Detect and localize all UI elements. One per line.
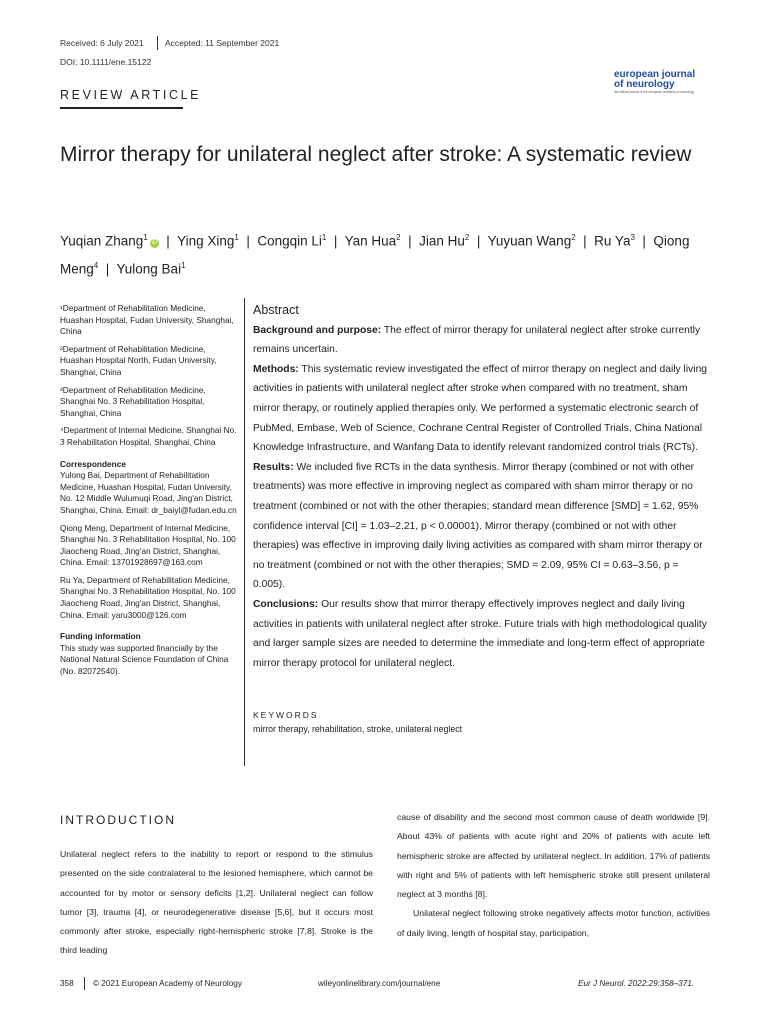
abstract-section: Methods: This systematic review investigated the effect of mirror therapy on neglect and daily living activities in patients with unilateral neglect after stroke when compared with no treatment, sham mirror therapy, or routinely applied therapies only. We performed a systematic electronic search of PubMed, Embase, Web of Science, Cochrane Central Register of Controlled Trials, China National Knowledge Infrastructure, and Wanfang Data to identify relevant randomized control trials (RCTs).: [253, 363, 708, 454]
article-type-rule: [60, 107, 183, 109]
affiliations: [60, 303, 240, 449]
author-name[interactable]: Yan Hua: [344, 233, 397, 249]
journal-url[interactable]: wileyonlinelibrary.com/journal/ene: [318, 979, 441, 988]
abstract-section: Conclusions: Our results show that mirror therapy effectively improves neglect and daily living activities in patients with unilateral neglect after stroke. Future trials with high methodological quality and larger sample sizes are needed to determine the immediate and long-term effect of appropriate mirror therapy protocol for unilateral neglect.: [253, 598, 707, 669]
author-name[interactable]: Ru Ya: [594, 233, 631, 249]
author-name[interactable]: Yuyuan Wang: [487, 233, 572, 249]
page-number: 358: [60, 979, 74, 988]
correspondence-entry: Yulong Bai, Department of Rehabilitation Medicine, Huashan Hospital, Fudan University, No. 12 Middle Wulumuqi Road, Jing'an District, Shanghai, China. Email: dr_baiyl@fudan.edu.cn: [60, 470, 237, 515]
received-date: Received: 6 July 2021: [60, 38, 144, 48]
affiliation: ²Department of Rehabilitation Medicine, Huashan Hospital North, Fudan University, Shanghai, China: [60, 343, 217, 377]
article-type: REVIEW ARTICLE: [60, 88, 202, 102]
footer-divider: [84, 977, 85, 990]
citation: Eur J Neurol. 2022;29:358–371.: [578, 979, 695, 988]
orcid-icon[interactable]: iD: [151, 239, 158, 246]
journal-logo-line1: european journal: [614, 69, 696, 80]
introduction-heading: INTRODUCTION: [60, 813, 176, 827]
introduction-col2: [397, 808, 710, 943]
author-affiliation: 1: [234, 233, 239, 242]
journal-logo-line2: of neurology: [614, 79, 675, 90]
column-divider: [244, 298, 245, 766]
funding-text: This study was supported financially by the National Natural Science Foundation of China (No. 82072540).: [60, 642, 229, 677]
affiliation: ³Department of Rehabilitation Medicine, Shanghai No. 3 Rehabilitation Hospital, Shanghai, China: [60, 384, 206, 418]
correspondence-list: [60, 470, 240, 621]
copyright: © 2021 European Academy of Neurology: [93, 979, 242, 988]
author-affiliation: 2: [464, 233, 470, 242]
correspondence-entry: Qiong Meng, Department of Internal Medicine, Shanghai No. 3 Rehabilitation Hospital, No. 100 Jiaocheng Road, Jing'an District, Shanghai, China. Email: 13701928697@163.com: [60, 522, 236, 568]
keywords-heading: KEYWORDS: [253, 710, 319, 720]
author-name[interactable]: Yuqian Zhang: [60, 233, 144, 249]
funding-heading: Funding information: [60, 631, 141, 642]
left-column: [60, 303, 240, 678]
journal-logo-tagline: the official journal of the european academy of neurology: [614, 90, 695, 94]
affiliation: ⁴Department of Internal Medicine, Shanghai No. 3 Rehabilitation Hospital, Shanghai, China: [60, 425, 237, 447]
abstract-section-label: Results:: [253, 461, 294, 473]
journal-logo[interactable]: [614, 70, 724, 94]
author-affiliation: 3: [630, 233, 635, 242]
article-title: Mirror therapy for unilateral neglect after stroke: A systematic review: [60, 143, 692, 166]
author-affiliation: 4: [93, 260, 99, 270]
intro-col2-paragraph2: Unilateral neglect following stroke negatively affects motor function, activities of daily living, length of hospital stay, participation,: [397, 908, 710, 938]
author-name[interactable]: Jian Hu: [419, 233, 465, 249]
abstract-section: Results: We included five RCTs in the data synthesis. Mirror therapy (combined or not with other treatments) was more effective in improving neglect as compared with sham mirror therapy or no treatment (combined or not with the other therapies; standard mean difference [SMD] = 1.62, 95% confidence interval [CI] = 1.03–2.21, p < 0.00001). Mirror therapy (combined or not with other therapies) was effective in improving daily living activities as compared with sham mirror therapy or no treatment (combined or not with the other therapies; SMD = 2.09, 95% CI = 0.63–3.56, p = 0.005).: [253, 461, 703, 591]
intro-col2-paragraph1: cause of disability and the second most common cause of death worldwide [9]. About 43% of patients with acute right and 20% of patients with acute left hemispheric stroke are affected by unilateral neglect. In addition, 17% of patients with right and 5% of patients with left hemispheric stroke still present unilateral neglect at 3 months [8].: [397, 812, 710, 900]
keywords-text: mirror therapy, rehabilitation, stroke, unilateral neglect: [253, 724, 463, 734]
doi[interactable]: DOI: 10.1111/ene.15122: [60, 57, 152, 67]
author-list: Yuqian Zhang$^1$iD | Ying Xing$^1$ | Congqin Li$^1$ | Yan Hua$^2$ | Jian Hu$^2$ | Yuyuan Wang$^2$ | Ru Ya$^3$ | Qiong Meng$^4$ | Yulong Bai$^1$: [60, 233, 690, 276]
abstract-section: Background and purpose: The effect of mirror therapy for unilateral neglect after stroke currently remains uncertain.: [253, 324, 701, 356]
abstract-section-label: Conclusions:: [253, 598, 319, 610]
correspondence-entry: Ru Ya, Department of Rehabilitation Medicine, Shanghai No. 3 Rehabilitation Hospital, No. 100 Jiaocheng Road, Jing'an District, Shanghai, China. Email: yaru3000@126.com: [60, 574, 236, 620]
author-affiliation: 1: [143, 233, 148, 242]
author-name[interactable]: Ying Xing: [177, 233, 235, 249]
author-name[interactable]: Yulong Bai: [116, 261, 182, 276]
author-affiliation: 2: [396, 233, 401, 242]
author-name[interactable]: Qiong Meng: [60, 233, 690, 276]
introduction-col1: Unilateral neglect refers to the inability to report or respond to the stimulus presented on the side contralateral to the lesioned hemisphere, which cannot be accounted for by motor or sensory deficits [1,2]. Unilateral neglect can follow tumor [3], trauma [4], or neurodegenerative disease [5,6], but it occurs most commonly after stroke, especially right-hemispheric stroke [7,8]. Stroke is the third leading: [60, 849, 373, 956]
abstract-sections: [253, 321, 710, 674]
abstract-heading: Abstract: [253, 303, 299, 317]
author-affiliation: 1: [321, 233, 327, 242]
author-name[interactable]: Congqin Li: [257, 233, 322, 249]
correspondence-heading: Correspondence: [60, 458, 126, 469]
abstract: [253, 301, 710, 673]
affiliation: ¹Department of Rehabilitation Medicine, Huashan Hospital, Fudan University, Shanghai, China: [60, 303, 234, 337]
header-divider: [157, 36, 158, 50]
author-affiliation: 1: [181, 260, 186, 270]
abstract-section-label: Methods:: [253, 363, 299, 375]
author-affiliation: 2: [571, 233, 576, 242]
accepted-date: Accepted: 11 September 2021: [165, 38, 280, 48]
abstract-section-label: Background and purpose:: [253, 324, 382, 336]
